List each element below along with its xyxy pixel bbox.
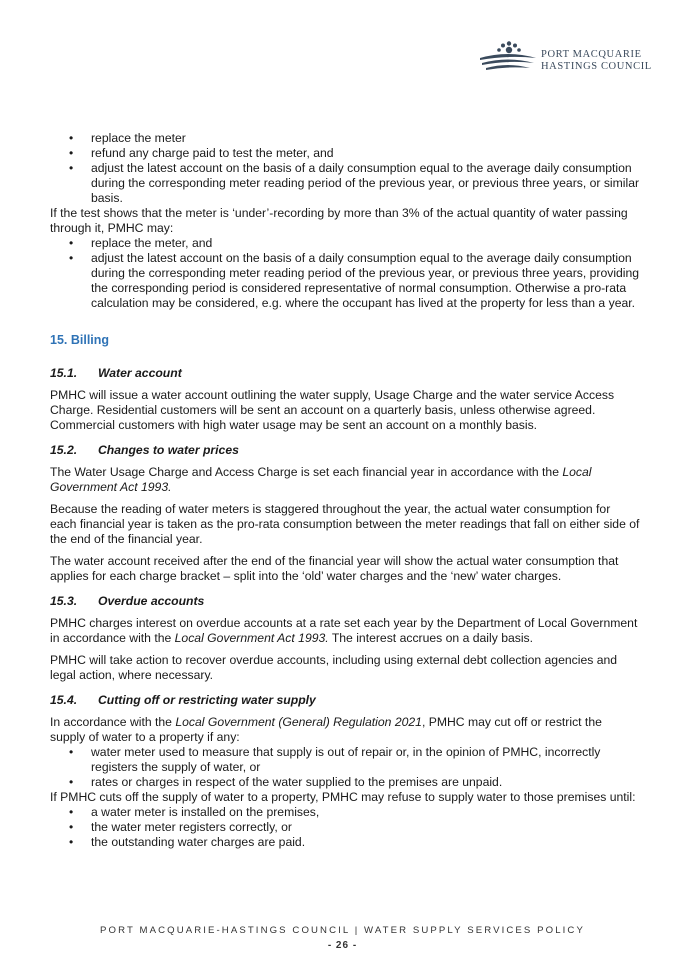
page-footer: PORT MACQUARIE-HASTINGS COUNCIL | WATER SUPPLY SERVICES POLICY bbox=[100, 925, 585, 936]
under-recording-paragraph: If the test shows that the meter is ‘under’-recording by more than 3% of the actual quantity of water passing through it, PMHC may: bbox=[50, 206, 628, 235]
text-run: , PMHC may cut off or restrict the supply of water to a property if any: bbox=[50, 715, 602, 744]
text-run: The interest accrues on a daily basis. bbox=[328, 631, 534, 645]
subsection-title: Overdue accounts bbox=[98, 594, 205, 608]
subsection-title: Water account bbox=[98, 366, 182, 380]
list-item: • the outstanding water charges are paid. bbox=[50, 835, 640, 850]
text-run: PMHC charges interest on overdue accounts at a rate set each year by the Department of Local Government in accordance with the bbox=[50, 616, 638, 645]
document-body bbox=[50, 131, 640, 850]
water-account-paragraph: PMHC will issue a water account outlining the water supply, Usage Charge and the water service Access Charge. Residential customers will be sent an account on a quarterly basis, unless otherwise agreed. Commercial customers with high water usage may be sent an account on a monthly basis. bbox=[50, 388, 615, 432]
prices-paragraph-3: The water account received after the end of the financial year will show the actual water consumption that applies for each charge bracket – split into the ‘old’ water charges and the ‘new’ water charges. bbox=[50, 554, 619, 583]
list-item: • adjust the latest account on the basis of a daily consumption equal to the average daily consumption during the corresponding meter reading period of the previous year, or previous three years, or similar basis. bbox=[50, 161, 640, 206]
text-run: The Water Usage Charge and Access Charge is set each financial year in accordance with the bbox=[50, 465, 563, 479]
section-heading-billing: 15. Billing bbox=[50, 333, 110, 347]
subsection-title: Changes to water prices bbox=[98, 443, 239, 457]
list-item: • refund any charge paid to test the meter, and bbox=[50, 146, 640, 161]
restore-conditions-bullets bbox=[50, 805, 640, 850]
prices-paragraph-1 bbox=[50, 465, 640, 495]
cutoff-paragraph-1 bbox=[50, 715, 640, 745]
subsection-number: 15.1. bbox=[50, 366, 78, 380]
cutoff-reasons-bullets bbox=[50, 745, 640, 790]
meter-under-bullets bbox=[50, 236, 640, 311]
council-logo-icon bbox=[478, 40, 538, 76]
meter-over-bullets bbox=[50, 131, 640, 206]
overdue-paragraph-1 bbox=[50, 616, 640, 646]
subsection-number: 15.2. bbox=[50, 443, 78, 457]
list-item: • a water meter is installed on the premises, bbox=[50, 805, 640, 820]
list-item: • the water meter registers correctly, or bbox=[50, 820, 640, 835]
list-item: • rates or charges in respect of the water supplied to the premises are unpaid. bbox=[50, 775, 640, 790]
list-item: • adjust the latest account on the basis of a daily consumption equal to the average daily consumption during the corresponding meter reading period of the previous year, or previous three years, providing the corresponding period is considered representative of normal consumption. Otherwise a pro-rata calculation may be considered, e.g. where the occupant has lived at the property for less than a year. bbox=[50, 251, 640, 311]
subsection-heading-water-account bbox=[50, 366, 640, 381]
council-logo bbox=[478, 40, 652, 76]
prices-paragraph-2: Because the reading of water meters is staggered throughout the year, the actual water consumption for each financial year is taken as the pro-rata consumption between the meter readings that fall on either side of the end of the financial year. bbox=[50, 502, 640, 546]
subsection-heading-overdue-accounts bbox=[50, 594, 640, 609]
page-number: - 26 - bbox=[327, 940, 358, 951]
list-item: • water meter used to measure that supply is out of repair or, in the opinion of PMHC, incorrectly registers the supply of water, or bbox=[50, 745, 640, 775]
subsection-number: 15.3. bbox=[50, 594, 78, 608]
subsection-number: 15.4. bbox=[50, 693, 78, 707]
text-run: In accordance with the bbox=[50, 715, 176, 729]
subsection-heading-changes-to-prices bbox=[50, 443, 640, 458]
cutoff-paragraph-2: If PMHC cuts off the supply of water to a property, PMHC may refuse to supply water to those premises until: bbox=[50, 790, 636, 804]
regulation-reference: Local Government (General) Regulation 2021 bbox=[175, 715, 422, 729]
subsection-title: Cutting off or restricting water supply bbox=[98, 693, 316, 707]
list-item: • replace the meter bbox=[50, 131, 640, 146]
logo-line-1: PORT MACQUARIE bbox=[541, 49, 642, 60]
act-reference: Local Government Act 1993. bbox=[174, 631, 329, 645]
logo-line-2: HASTINGS COUNCIL bbox=[541, 61, 652, 72]
list-item: • replace the meter, and bbox=[50, 236, 640, 251]
subsection-heading-cutting-off bbox=[50, 693, 640, 708]
overdue-paragraph-2: PMHC will take action to recover overdue accounts, including using external debt collection agencies and legal action, where necessary. bbox=[50, 653, 618, 682]
act-reference: Local Government Act 1993. bbox=[50, 465, 592, 494]
